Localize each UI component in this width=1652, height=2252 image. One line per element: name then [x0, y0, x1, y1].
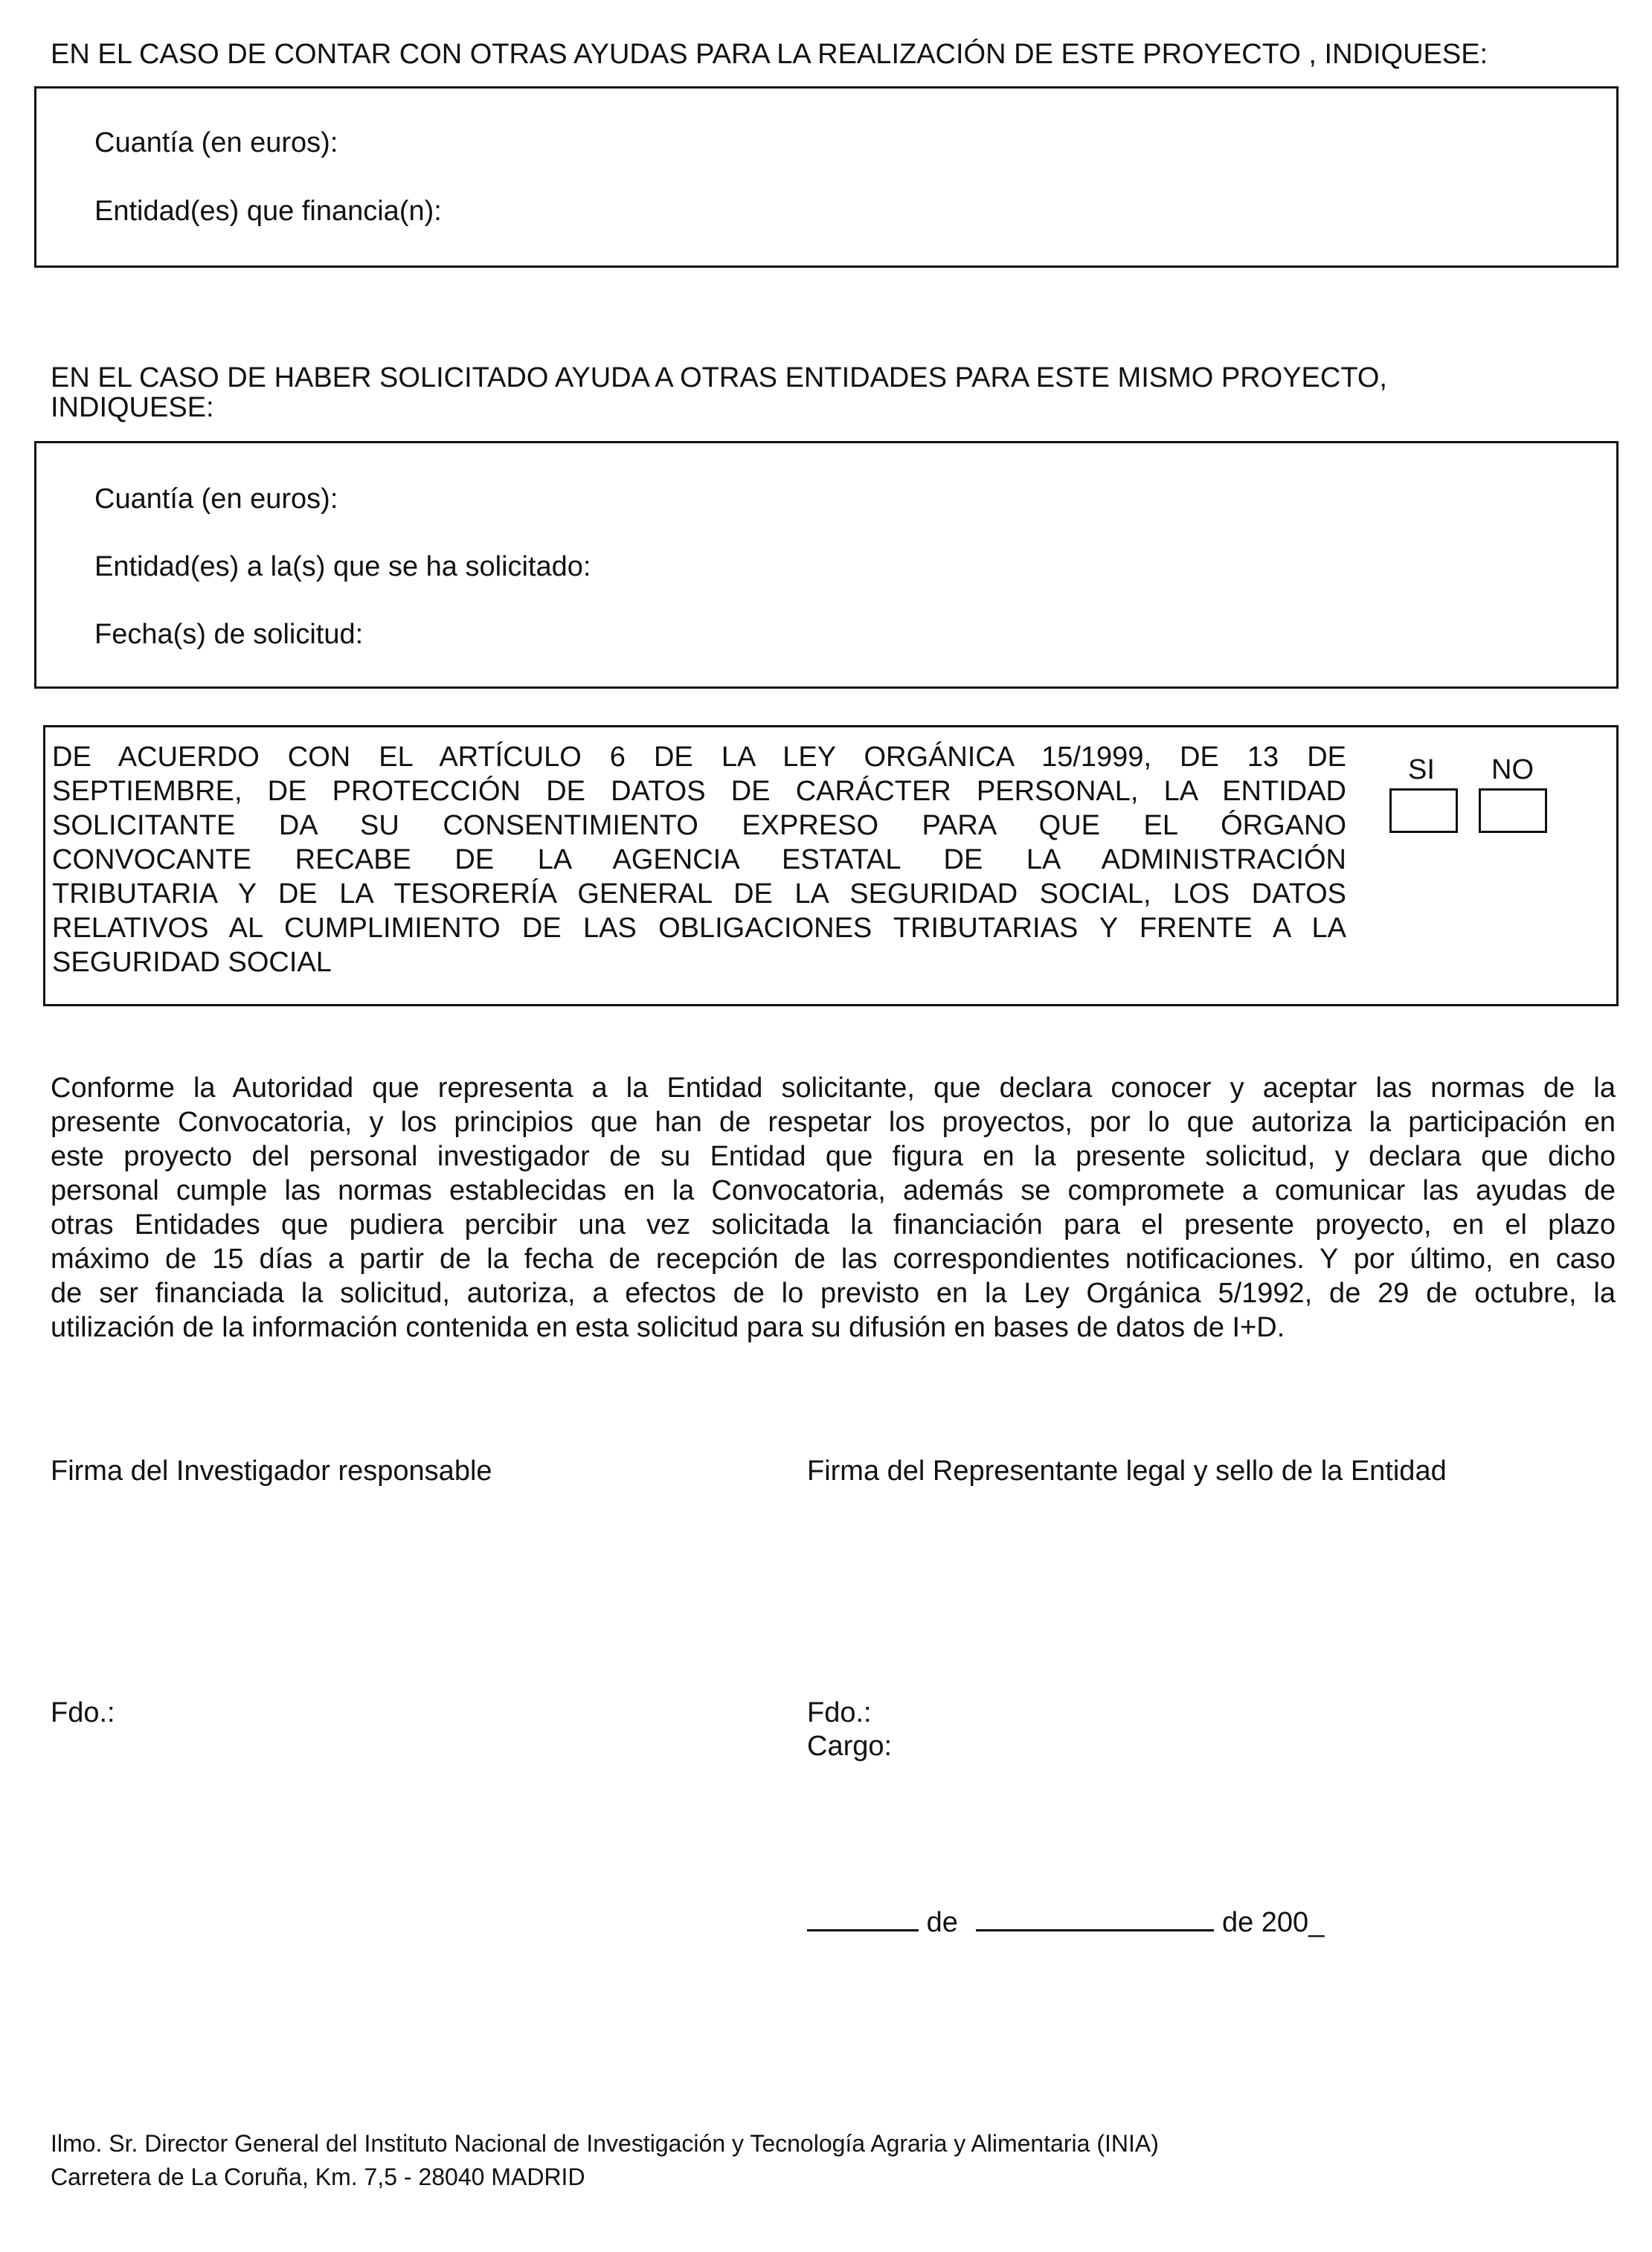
other-aid-box — [34, 86, 1619, 268]
requested-aid-entities-label: Entidad(es) a la(s) que se ha solicitado: — [94, 551, 591, 582]
requested-aid-dates-label: Fecha(s) de solicitud: — [94, 619, 364, 650]
researcher-signature-label: Firma del Investigador responsable — [51, 1455, 492, 1487]
representative-fdo-label: Fdo.: — [807, 1697, 872, 1728]
date-de-2: de 200_ — [1221, 1907, 1325, 1938]
footer-line2: Carretera de La Coruña, Km. 7,5 - 28040 MADRID — [51, 2163, 585, 2190]
date-line — [807, 1902, 1324, 1940]
consent-line: SOLICITANTE DA SU CONSENTIMIENTO EXPRESO PARA QUE EL ÓRGANO — [52, 810, 1346, 841]
other-aid-heading: EN EL CASO DE CONTAR CON OTRAS AYUDAS PARA LA REALIZACIÓN DE ESTE PROYECTO , INDIQUESE: — [51, 39, 1488, 70]
consent-yes-checkbox[interactable] — [1389, 788, 1458, 833]
requested-aid-heading-line2: INDIQUESE: — [51, 392, 214, 423]
declaration-line: de ser financiada la solicitud, autoriza, a efectos de lo previsto en la Ley Orgánica 5/1992, de 29 de octubre, la — [51, 1278, 1616, 1309]
declaration-line: este proyecto del personal investigador de su Entidad que figura en la presente solicitud, y declara que dicho — [51, 1141, 1616, 1172]
consent-no-label: NO — [1491, 754, 1534, 785]
consent-text — [52, 740, 1346, 979]
consent-line: RELATIVOS AL CUMPLIMIENTO DE LAS OBLIGACIONES TRIBUTARIAS Y FRENTE A LA — [52, 913, 1346, 944]
day-blank[interactable] — [807, 1902, 919, 1931]
date-de-1: de — [926, 1907, 958, 1938]
declaration-line: Conforme la Autoridad que representa a la Entidad solicitante, que declara conocer y aceptar las normas de la — [51, 1072, 1616, 1104]
representative-signature-label: Firma del Representante legal y sello de la Entidad — [807, 1455, 1447, 1487]
researcher-fdo-label: Fdo.: — [51, 1697, 115, 1728]
consent-line: SEPTIEMBRE, DE PROTECCIÓN DE DATOS DE CARÁCTER PERSONAL, LA ENTIDAD — [52, 776, 1346, 807]
consent-line: TRIBUTARIA Y DE LA TESORERÍA GENERAL DE LA SEGURIDAD SOCIAL, LOS DATOS — [52, 878, 1346, 910]
consent-no-checkbox[interactable] — [1479, 788, 1547, 833]
month-blank[interactable] — [976, 1902, 1214, 1931]
other-aid-entities-label: Entidad(es) que financia(n): — [94, 196, 442, 227]
requested-aid-box — [34, 441, 1619, 689]
footer-line1: Ilmo. Sr. Director General del Instituto Nacional de Investigación y Tecnología Agraria y Alimentaria (INIA) — [51, 2130, 1159, 2157]
requested-aid-heading-line1: EN EL CASO DE HABER SOLICITADO AYUDA A OTRAS ENTIDADES PARA ESTE MISMO PROYECTO, — [51, 362, 1387, 393]
consent-line: DE ACUERDO CON EL ARTÍCULO 6 DE LA LEY ORGÁNICA 15/1999, DE 13 DE — [52, 741, 1346, 773]
representative-cargo-label: Cargo: — [807, 1731, 893, 1762]
other-aid-amount-label: Cuantía (en euros): — [94, 127, 338, 158]
declaration-line: personal cumple las normas establecidas en la Convocatoria, además se compromete a comunicar las ayudas de — [51, 1175, 1616, 1206]
requested-aid-amount-label: Cuantía (en euros): — [94, 483, 338, 515]
consent-line: CONVOCANTE RECABE DE LA AGENCIA ESTATAL DE LA ADMINISTRACIÓN — [52, 844, 1346, 875]
declaration-line: presente Convocatoria, y los principios que han de respetar los proyectos, por lo que autoriza la participación en — [51, 1107, 1616, 1138]
declaration-line: máximo de 15 días a partir de la fecha de recepción de las correspondientes notificaciones. Y por último, en caso — [51, 1244, 1616, 1275]
consent-line: SEGURIDAD SOCIAL — [52, 947, 332, 978]
declaration-line: otras Entidades que pudiera percibir una vez solicitada la financiación para el presente proyecto, en el plazo — [51, 1209, 1616, 1241]
declaration-paragraph — [51, 1071, 1616, 1345]
declaration-line: utilización de la información contenida en esta solicitud para su difusión en bases de datos de I+D. — [51, 1312, 1285, 1343]
consent-yes-label: SI — [1408, 754, 1435, 785]
